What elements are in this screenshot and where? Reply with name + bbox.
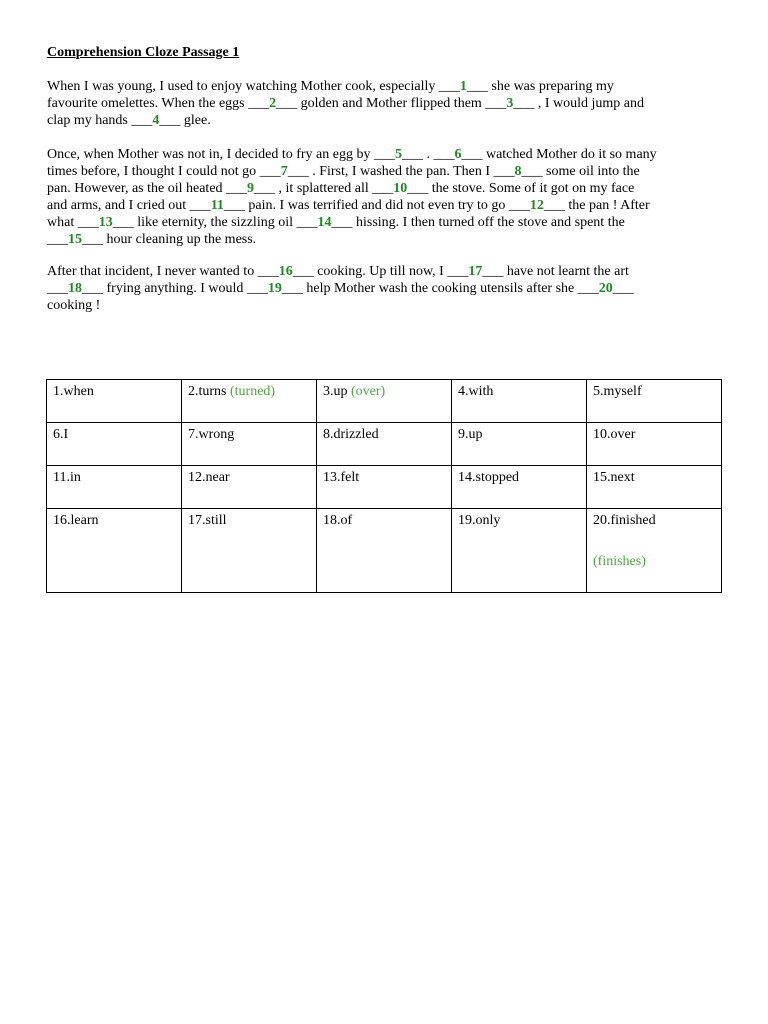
passage-text: ___ cooking. Up till now, I ___ [292,264,469,279]
paragraph-3 [47,263,727,314]
alternate-answer: (turned) [230,384,276,399]
blank-number: 1 [459,79,467,94]
blank-number: 11 [210,198,224,213]
passage-line [47,263,727,280]
page-title: Comprehension Cloze Passage 1 [47,45,240,60]
passage-text: ___ have not learnt the art [482,264,629,279]
answer-text: 16.learn [53,513,99,528]
passage-text: cooking ! [47,298,101,313]
answer-row [47,509,722,593]
passage-text: what ___ [47,215,99,230]
answer-cell [452,423,587,466]
passage-line [47,95,727,112]
blank-number: 12 [529,198,544,213]
blank-number: 17 [468,264,483,279]
blank-number: 7 [280,164,288,179]
passage-text: ___ [47,281,68,296]
blank-number: 19 [267,281,282,296]
answer-row [47,380,722,423]
answer-cell [317,509,452,593]
passage-line [47,163,727,180]
passage-line [47,146,727,163]
passage-line [47,280,727,297]
answer-cell [47,423,182,466]
passage-line [47,214,727,231]
answer-text: 20.finished [593,513,656,528]
blank-number: 13 [98,215,113,230]
answer-text: 14.stopped [458,470,520,485]
passage-text: and arms, and I cried out ___ [47,198,211,213]
alternate-answer: (finishes) [593,554,646,569]
passage-line [47,112,727,129]
passage-text: ___ some oil into the [521,164,640,179]
passage-text: clap my hands ___ [47,113,153,128]
passage-text: When I was young, I used to enjoy watching Mother cook, especially ___ [47,79,460,94]
answer-cell [182,380,317,423]
answer-text: 18.of [323,513,353,528]
passage-text: ___ golden and Mother flipped them ___ [276,96,507,111]
passage-text: ___ , I would jump and [513,96,644,111]
answer-cell [317,423,452,466]
answer-row [47,423,722,466]
blank-number: 3 [506,96,514,111]
answer-cell [47,380,182,423]
answer-text: 2.turns [188,384,227,399]
blank-number: 20 [598,281,613,296]
passage-text: times before, I thought I could not go ___ [47,164,281,179]
blank-number: 6 [454,147,462,162]
answer-cell [317,380,452,423]
answer-text: 11.in [53,470,81,485]
passage-text: ___ watched Mother do it so many [461,147,657,162]
blank-number: 5 [394,147,402,162]
passage-text: favourite omelettes. When the eggs ___ [47,96,270,111]
answer-text: 8.drizzled [323,427,379,442]
passage-text: ___ like eternity, the sizzling oil ___ [112,215,318,230]
passage-line [47,297,727,314]
answer-cell [452,380,587,423]
passage-text: ___ the pan ! After [543,198,650,213]
blank-number: 9 [247,181,255,196]
passage-text: ___ [47,232,68,247]
answer-cell [182,466,317,509]
passage-text: ___ hissing. I then turned off the stove and spent the [331,215,625,230]
answer-cell [182,423,317,466]
blank-number: 2 [269,96,277,111]
answer-text: 10.over [593,427,636,442]
passage-text: ___ . ___ [401,147,455,162]
passage-line [47,231,727,248]
answer-text: 15.next [593,470,635,485]
passage-line [47,180,727,197]
answer-table [46,379,722,593]
passage-text: ___ glee. [159,113,211,128]
answer-text: 17.still [188,513,227,528]
answer-text: 1.when [53,384,94,399]
blank-number: 14 [317,215,332,230]
blank-number: 16 [278,264,293,279]
passage-line [47,78,727,95]
answer-text: 4.with [458,384,494,399]
passage-text: ___ frying anything. I would ___ [82,281,268,296]
passage-line [47,197,727,214]
answer-text: 6.I [53,427,69,442]
passage-text: ___ hour cleaning up the mess. [82,232,257,247]
passage-text: ___ pain. I was terrified and did not even try to go ___ [223,198,530,213]
answer-text: 13.felt [323,470,360,485]
passage-text: ___ , it splattered all ___ [254,181,394,196]
passage-text: ___ . First, I washed the pan. Then I ___ [287,164,515,179]
blank-number: 8 [514,164,522,179]
answer-text: 3.up [323,384,348,399]
answer-cell [452,509,587,593]
passage-text: After that incident, I never wanted to ___ [47,264,279,279]
blank-number: 15 [68,232,82,247]
alternate-answer: (over) [351,384,386,399]
answer-text: 5.myself [593,384,642,399]
answer-text: 12.near [188,470,230,485]
passage-text: ___ she was preparing my [466,79,614,94]
answer-cell [47,509,182,593]
blank-number: 18 [68,281,82,296]
answer-cell [317,466,452,509]
passage-text: ___ [612,281,634,296]
passage-text: ___ help Mother wash the cooking utensils after she ___ [281,281,599,296]
answer-cell [182,509,317,593]
answer-text: 9.up [458,427,483,442]
blank-number: 4 [152,113,160,128]
answer-text: 7.wrong [188,427,235,442]
paragraph-2 [47,146,727,248]
answer-cell [47,466,182,509]
answer-cell [587,466,722,509]
paragraph-1 [47,78,727,129]
answer-cell [587,380,722,423]
answer-row [47,466,722,509]
answer-cell [452,466,587,509]
answer-cell [587,423,722,466]
passage-text: pan. However, as the oil heated ___ [47,181,248,196]
passage-text: Once, when Mother was not in, I decided to fry an egg by ___ [47,147,395,162]
answer-cell [587,509,722,593]
blank-number: 10 [393,181,408,196]
answer-text: 19.only [458,513,501,528]
passage-text: ___ the stove. Some of it got on my face [407,181,635,196]
